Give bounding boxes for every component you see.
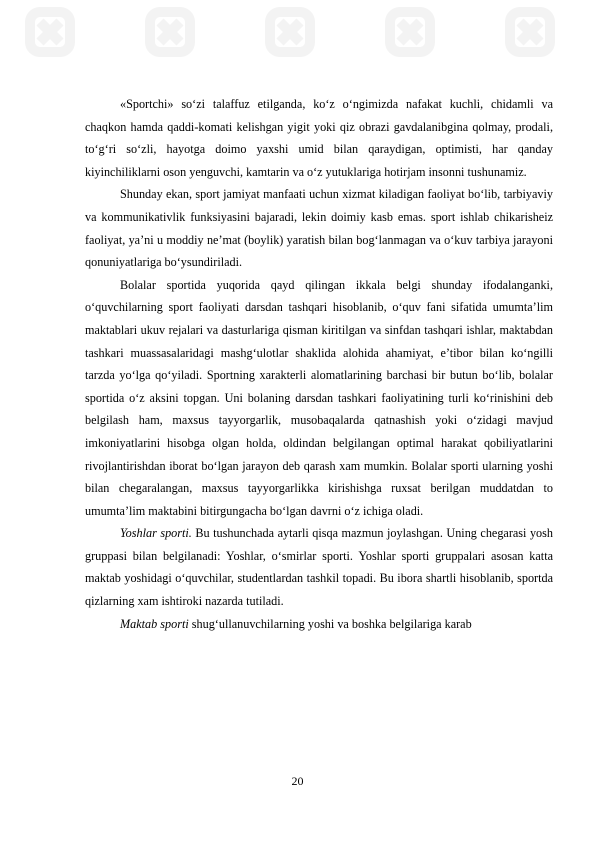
page-number: 20 <box>291 774 304 788</box>
paragraph-text: shug‘ullanuvchilarning yoshi va boshka belgilariga karab <box>188 616 472 631</box>
paragraph-children-sport <box>85 274 553 523</box>
paragraph-text: Bu tushunchada aytarli qisqa mazmun joylashgan. Uning chegarasi yosh gruppasi bilan belgilanadi: Yoshlar, o‘smirlar sporti. Yoshlar sporti gruppalari asosan katta maktab yoshidagi o‘quvchilar, studentlardan tashkil topadi. Bu ibora shartli hisoblanib, sportda qizlarning xam ishtiroki nazarda tutiladi. <box>85 526 553 609</box>
document-body <box>85 93 553 635</box>
paragraph-text: «Sportchi» so‘zi talaffuz etilganda, ko‘z o‘ngimizda nafakat kuchli, chidamli va chaqkon hamda qaddi-komati kelishgan yigit yoki qiz obrazi gavdalanibgina qolmay, prodali, to‘g‘ri so‘zli, hayotga doimo yaxshi umid bilan qaraydigan, optimisti, har qanday kiyinchiliklarni oson yenguvchi, kamtarin va o‘z yutuklariga hotirjam insonni tushunamiz. <box>85 97 553 179</box>
paragraph-sport-society <box>85 183 553 273</box>
paragraph-school-sport <box>85 613 553 636</box>
paragraph-text: Bolalar sportida yuqorida qayd qilingan ikkala belgi shunday ifodalanganki, o‘quvchilarning sport faoliyati darsdan tashqari hisoblanib, o‘quv fani sifatida umumta’lim maktablari ukuv rejalari va dasturlariga qisman kiritilgan va sinfdan tashqari ishlar, maktabdan tashkari muassasalaridagi mashg‘ulotlar shaklida alohida ahamiyat, e’tibor bilan ko‘ngilli tarzda yo‘lga qo‘yiladi. Sportning xarakterli alomatlarining barchasi bir butun bo‘lib, bolalar sportida o‘z aksini topgan. Uni bolaning darsdan tashkari faoliyatining turli ko‘rinishini deb belgilash ham, maxsus tayyorgarlik, musobaqalarda qatnashish yoki o‘zidagi mavjud imkoniyatlarini hisobga olgan holda, oldindan belgilangan optimal harakat qobiliyatlarini rivojlantirishdan iborat bo‘lgan jarayon deb qarash xam mumkin. Bolalar sporti ularning yoshi bilan chegaralangan, maxsus tayyorgarlikka kirishishga ruxsat berilgan muddatdan to umumta’lim maktabini bitirgungacha bo‘lgan davrni o‘z ichiga oladi. <box>85 277 553 518</box>
paragraph-text: Shunday ekan, sport jamiyat manfaati uchun xizmat kiladigan faoliyat bo‘lib, tarbiyaviy va kommunikativlik funksiyasini bajaradi, lekin doimiy kasb emas. sport ishlab chikarisheiz faoliyat, ya’ni u moddiy ne’mat (boylik) yaratish bilan bog‘lanmagan va o‘kuv tarbiya jarayoni qonuniyatlariga bo‘ysundiriladi. <box>85 187 553 270</box>
term-youth-sport: Yoshlar sporti. <box>120 526 192 541</box>
term-school-sport: Maktab sporti <box>120 616 189 631</box>
paragraph-sportchi-definition <box>85 93 553 183</box>
paragraph-youth-sport <box>85 522 553 612</box>
